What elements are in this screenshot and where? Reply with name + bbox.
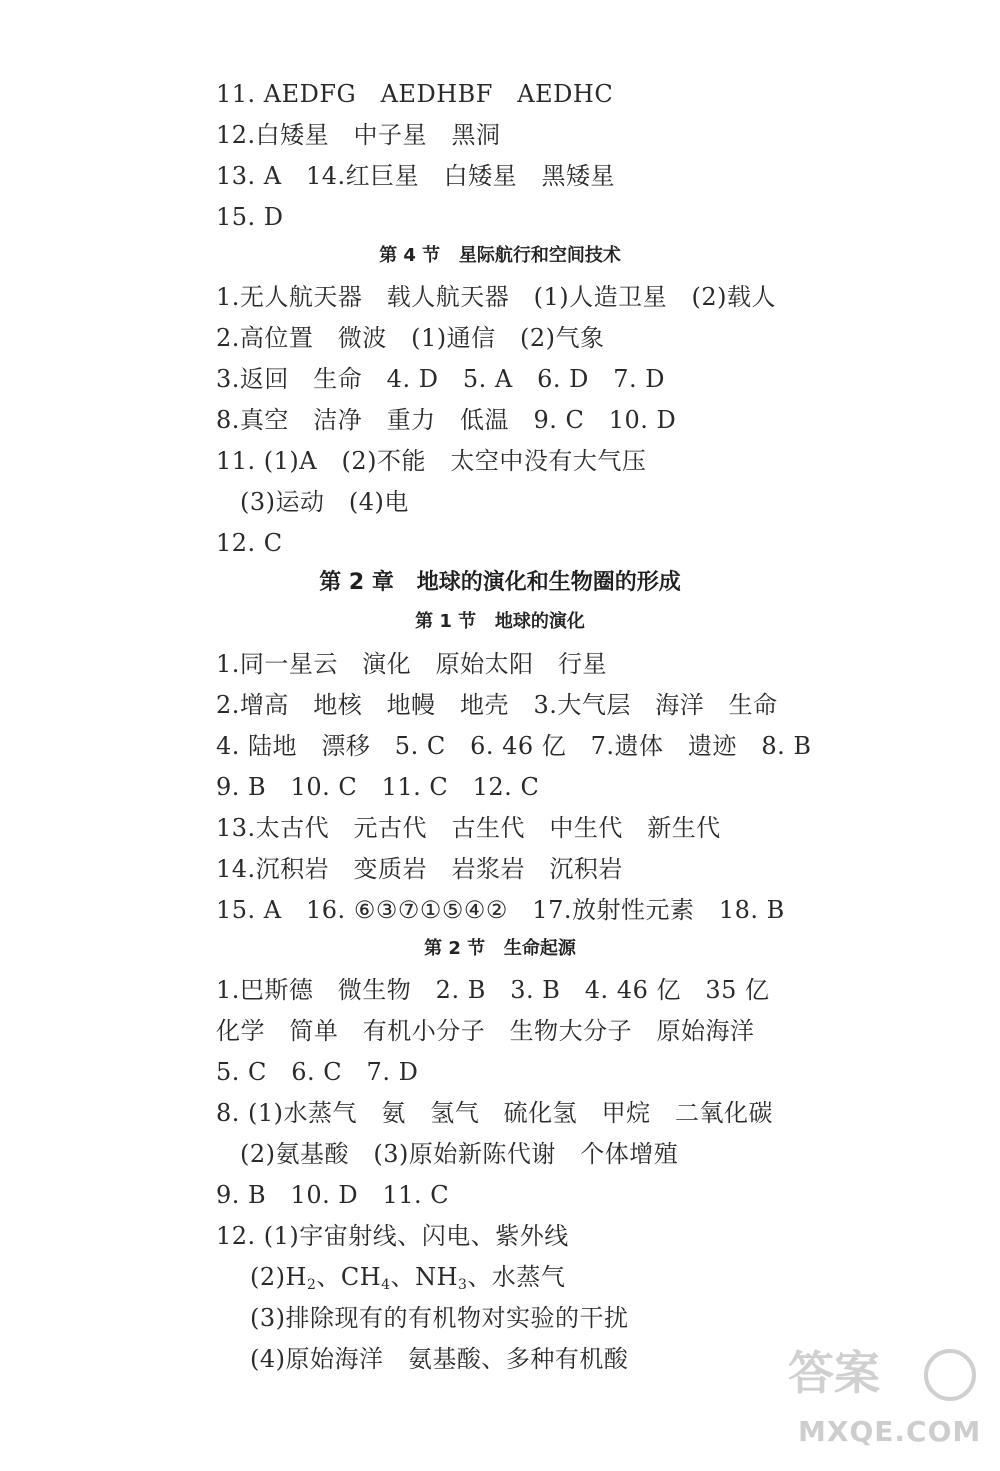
watermark-badge-icon [924,1349,976,1401]
answer-line-s2-8: 8. (1)水蒸气 氨 氢气 硫化氢 甲烷 二氧化碳 [216,1099,773,1127]
answer-line-s1-14: 14.沉积岩 变质岩 岩浆岩 沉积岩 [216,855,623,883]
section-title-2: 第 2 节 生命起源 [424,938,576,959]
formula-sub-ch4: 4 [381,1277,391,1293]
answer-line-s4-3-7: 3.返回 生命 4. D 5. A 6. D 7. D [216,365,665,393]
answer-line-s4-12: 12. C [216,529,283,557]
section-title-4: 第 4 节 星际航行和空间技术 [379,245,621,266]
answer-line-s2-1-4: 1.巴斯德 微生物 2. B 3. B 4. 46 亿 35 亿 [216,976,770,1004]
formula-mid-nh: 、NH [390,1263,459,1291]
site-watermark [780,1343,980,1463]
answer-line-15: 15. D [216,203,284,231]
formula-sub-h2: 2 [306,1277,317,1293]
answer-line-s4-2: 2.高位置 微波 (1)通信 (2)气象 [216,324,605,352]
answer-line-s4-11-cont: (3)运动 (4)电 [240,488,409,516]
answer-line-s2-4-cont: 化学 简单 有机小分子 生物大分子 原始海洋 [216,1017,755,1045]
answer-line-s2-12-3: (3)排除现有的有机物对实验的干扰 [250,1304,629,1332]
answer-line-s2-12-2 [250,1262,565,1300]
answer-line-13-14: 13. A 14.红巨星 白矮星 黑矮星 [216,162,615,190]
answer-line-s1-15-18: 15. A 16. ⑥③⑦①⑤④② 17.放射性元素 18. B [216,896,785,924]
answer-line-s2-12-1: 12. (1)宇宙射线、闪电、紫外线 [216,1222,569,1250]
answer-line-s4-11: 11. (1)A (2)不能 太空中没有大气压 [216,447,647,475]
answer-line-s2-8-cont: (2)氨基酸 (3)原始新陈代谢 个体增殖 [240,1140,679,1168]
answer-line-s1-9-12: 9. B 10. C 11. C 12. C [216,773,540,801]
answer-line-s2-12-4: (4)原始海洋 氨基酸、多种有机酸 [250,1345,629,1373]
watermark-answer-text: 答案 [788,1346,880,1400]
formula-mid-ch: 、CH [316,1263,382,1291]
formula-sub-nh3: 3 [458,1277,468,1293]
answer-line-12-stars: 12.白矮星 中子星 黑洞 [216,121,501,149]
answer-line-s4-8-10: 8.真空 洁净 重力 低温 9. C 10. D [216,406,677,434]
chapter-title-2: 第 2 章 地球的演化和生物圈的形成 [319,570,681,595]
answer-line-11-sequences: 11. AEDFG AEDHBF AEDHC [216,80,614,108]
formula-suffix: 、水蒸气 [467,1263,566,1291]
watermark-domain: MXQE.COM [798,1415,982,1448]
answer-line-s4-1: 1.无人航天器 载人航天器 (1)人造卫星 (2)载人 [216,283,777,311]
answer-line-s2-9-11: 9. B 10. D 11. C [216,1181,450,1209]
answer-line-s2-5-7: 5. C 6. C 7. D [216,1058,419,1086]
answer-line-s1-2-3: 2.增高 地核 地幔 地壳 3.大气层 海洋 生命 [216,691,778,719]
answer-line-s1-4-8: 4. 陆地 漂移 5. C 6. 46 亿 7.遗体 遗迹 8. B [216,732,812,760]
section-title-1: 第 1 节 地球的演化 [415,611,585,632]
answer-line-s1-13: 13.太古代 元古代 古生代 中生代 新生代 [216,814,721,842]
formula-prefix: (2)H [250,1263,307,1291]
answer-line-s1-1: 1.同一星云 演化 原始太阳 行星 [216,650,608,678]
